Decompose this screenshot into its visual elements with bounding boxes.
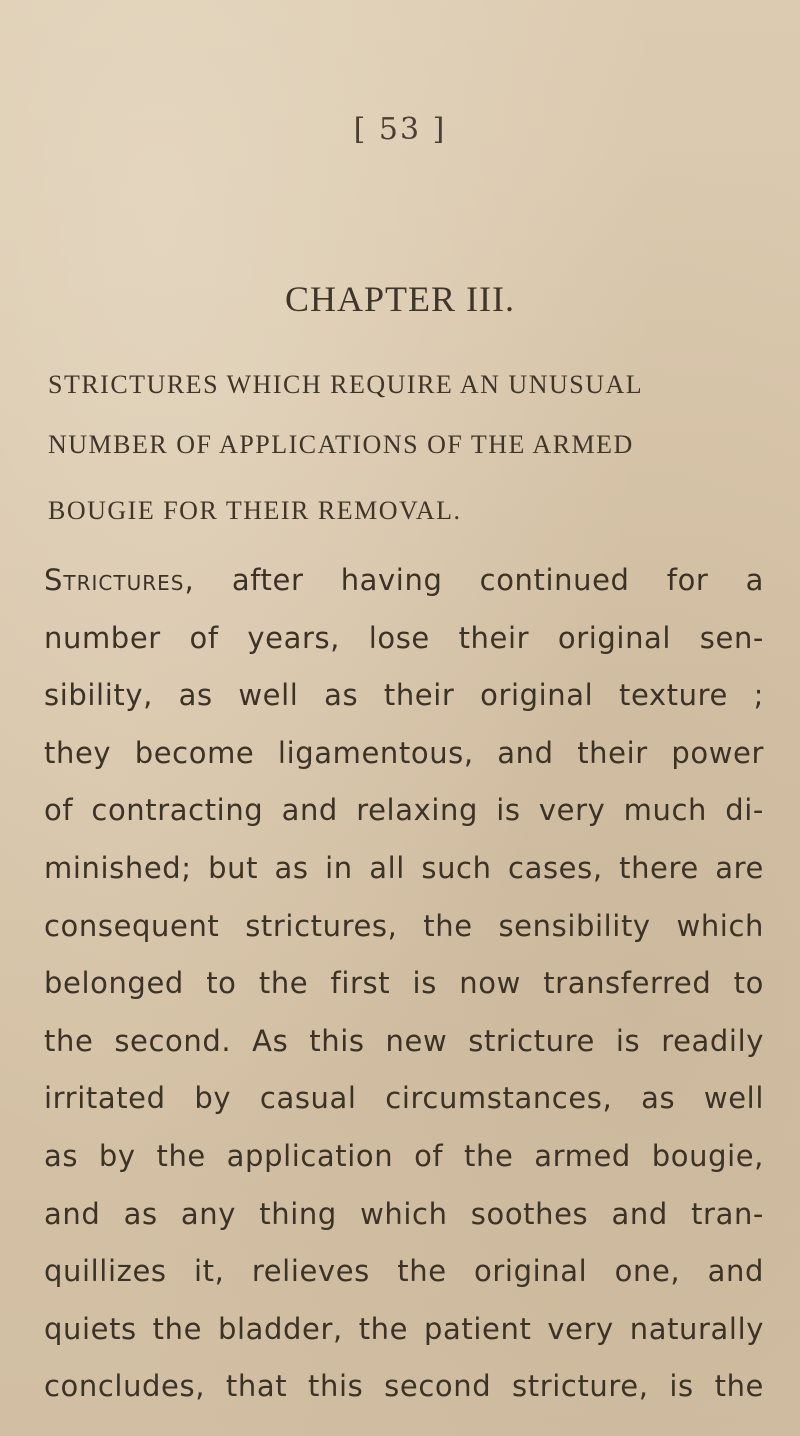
body-line-6: minished; but as in all such cases, there are: [44, 850, 764, 885]
page-number: [ 53 ]: [353, 112, 447, 147]
chapter-title: CHAPTER III.: [285, 279, 515, 319]
body-line-4: they become ligamentous, and their power: [44, 735, 764, 770]
body-line-15: concludes, that this second stricture, is the: [44, 1369, 764, 1404]
body-line-11: as by the application of the armed bougie,: [44, 1138, 764, 1173]
body-line-8: belonged to the first is now transferred to: [44, 966, 764, 1001]
body-line-13: quillizes it, relieves the original one, and: [44, 1254, 764, 1289]
body-line-14: quiets the bladder, the patient very naturally: [44, 1311, 764, 1346]
drop-word: Strictures,: [44, 563, 195, 597]
body-paragraph: [44, 552, 764, 1416]
body-line-12: and as any thing which soothes and tran-: [44, 1196, 764, 1231]
body-line-10: irritated by casual circumstances, as well: [44, 1081, 764, 1116]
body-line-7: consequent strictures, the sensibility which: [44, 908, 764, 943]
section-heading-line-2: NUMBER OF APPLICATIONS OF THE ARMED: [48, 430, 634, 459]
body-line-1-text: after having continued for a: [194, 563, 764, 597]
body-line-3: sibility, as well as their original texture ;: [44, 678, 764, 713]
body-line-2: number of years, lose their original sen-: [44, 620, 764, 655]
body-line-9: the second. As this new stricture is readily: [44, 1023, 764, 1058]
section-heading-line-3: BOUGIE FOR THEIR REMOVAL.: [48, 496, 462, 525]
body-line-1: [44, 552, 764, 610]
body-line-5: of contracting and relaxing is very much di-: [44, 793, 764, 828]
section-heading-line-1: STRICTURES WHICH REQUIRE AN UNUSUAL: [48, 370, 644, 399]
